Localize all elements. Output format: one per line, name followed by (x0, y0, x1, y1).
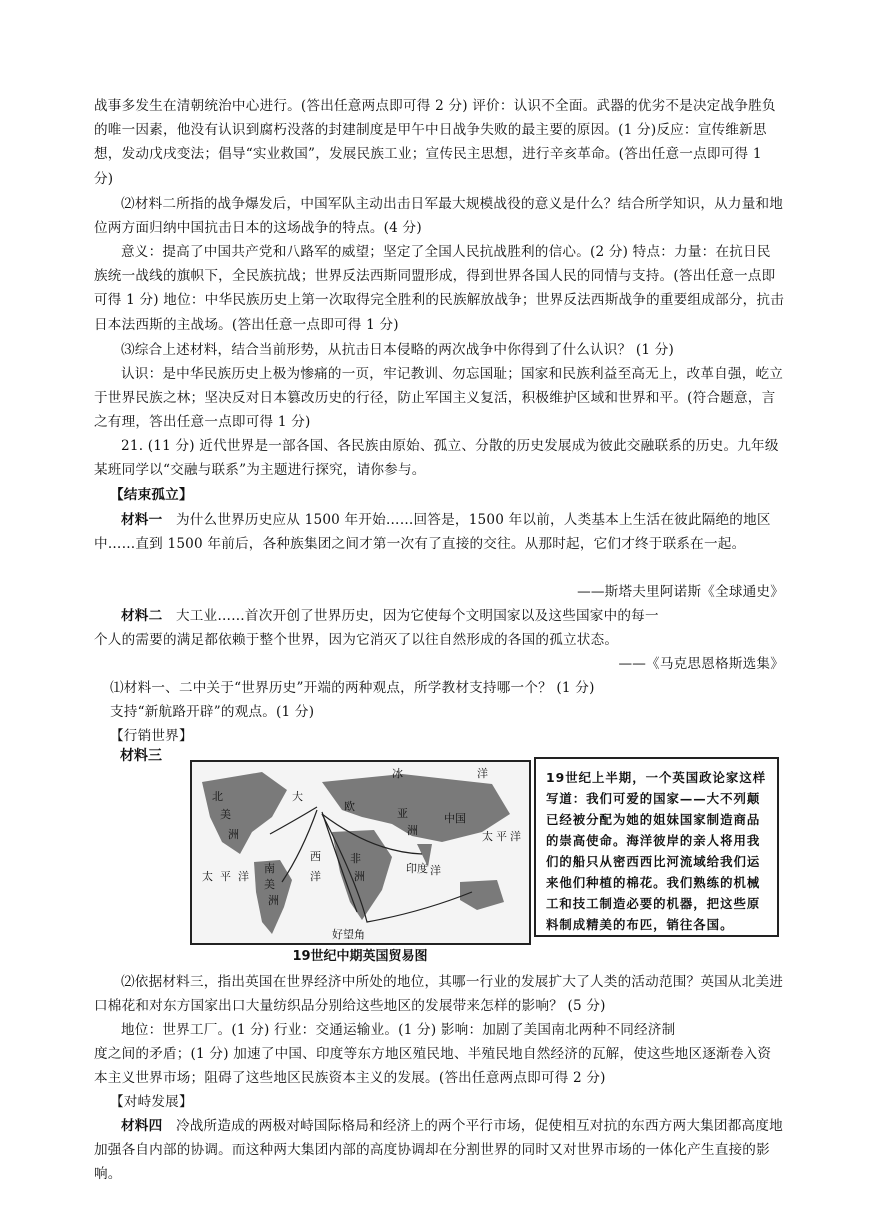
map-label-continent-2: 洲 (407, 824, 418, 837)
material-3-label: 材料三 (120, 748, 162, 764)
map-label-continent-1: 洲 (228, 828, 239, 841)
map-label-india: 印度 (406, 862, 428, 875)
map-label-yang: 洋 (238, 870, 249, 883)
material-4-text: 冷战所造成的两极对峙国际格局和经济上的两个平行市场，促使相互对抗的东西方两大集团都高度地加强各自内部的协调。而这种两大集团内部的高度协调却在分割世界的同时又对世界市场的一体化产生直接的影响。 (94, 1118, 783, 1183)
map-label-continent-4: 洲 (268, 894, 279, 907)
material-2 (94, 604, 784, 628)
question-21-2: ⑵依据材料三，指出英国在世界经济中所处的地位，其哪一行业的发展扩大了人类的活动范围？英国从北美进口棉花和对东方国家出口大量纺织品分别给这些地区的发展带来怎样的影响？ (5 分) (94, 974, 784, 1015)
question-21-1: ⑴材料一、二中关于“世界历史”开端的两种观点，所学教材支持哪一个？ (1 分) (110, 680, 595, 696)
map-label-xi: 西 (310, 850, 321, 863)
material-1-source: ——斯塔夫里阿诺斯《全球通史》 (577, 584, 784, 600)
map-label-ocean-3: 洋 (477, 767, 488, 780)
map-caption: 19世纪中期英国贸易图 (292, 949, 428, 964)
answer-3: 认识：是中华民族历史上极为惨痛的一页，牢记教训、勿忘国耻；国家和民族利益至高无上，改革自强，屹立于世界民族之林；坚决反对日本篡改历史的行径，防止军国主义复活，积极维护区域和世界和平。(符合题意，言之有理，答出任意一点即可得 1 分) (94, 366, 784, 431)
answer-2: 意义：提高了中国共产党和八路军的威望；坚定了全国人民抗战胜利的信心。(2 分) 特点：力量：在抗日民族统一战线的旗帜下，全民族抗战；世界反法西斯同盟形成，得到世界各国人民的同情与支持。(答出任意一点即可得 1 分) 地位：中华民族历史上第一次取得完全胜利的民族解放战争；世界反法西斯战争的重要组成部分，抗击日本法西斯的主战场。(答出任意一点即可得 1 分) (94, 244, 785, 333)
material-3-quote: 19世纪上半期，一个英国政论家这样写道：我们可爱的国家——大不列颠已经被分配为她的姐妹国家制造商品的崇高使命。海洋彼岸的亲人将用我们的船只从密西西比河流域给我们运来他们种植的棉花。我们熟练的机械工和技工制造必要的机器，把这些原料制成精美的布匹，销往各国。 (534, 757, 779, 937)
map-label-continent-3: 洲 (354, 870, 365, 883)
map-label-south: 南 (264, 862, 275, 875)
question-21-intro: 21. (11 分) 近代世界是一部各国、各民族由原始、孤立、分散的历史发展成为彼此交融联系的历史。九年级某班同学以“交融与联系”为主题进行探究，请你参与。 (94, 438, 779, 479)
map-label-ocean-1: 洋 (310, 870, 321, 883)
map-label-ping-2: 平 (496, 830, 507, 843)
material-2-cont: 个人的需要的满足都依赖于整个世界，因为它消灭了以往自然形成的各国的孤立状态。 (94, 632, 619, 648)
section-heading-market: 【行销世界】 (110, 728, 193, 744)
map-label-tai-2: 太 (482, 830, 493, 843)
answer-21-2: 地位：世界工厂。(1 分) 行业：交通运输业。(1 分) 影响：加剧了美国南北两种不同经济制 (121, 1022, 676, 1038)
material-1-text: 为什么世界历史应从 1500 年开始……回答是，1500 年以前，人类基本上生活在彼此隔绝的地区中……直到 1500 年前后，各种族集团之间才第一次有了直接的交往。从那时起，它们才终于联系在一起。 (94, 512, 771, 553)
material-4 (94, 1114, 784, 1187)
question-3: ⑶综合上述材料，结合当前形势，从抗击日本侵略的两次战争中你得到了什么认识？ (1 分) (121, 342, 675, 358)
map-label-africa: 非 (350, 852, 361, 865)
map-label-ice: 冰 (392, 767, 403, 780)
map-label-cape: 好望角 (332, 928, 365, 941)
map-label-america-2: 美 (264, 878, 275, 891)
map-label-north: 北 (212, 790, 223, 803)
material-2-source: ——《马克思恩格斯选集》 (618, 656, 784, 672)
map-label-america-1: 美 (220, 808, 231, 821)
material-2-text: 大工业……首次开创了世界历史，因为它使每个文明国家以及这些国家中的每一 (175, 608, 659, 624)
map-label-china: 中国 (444, 812, 466, 825)
material-2-label: 材料二 (121, 608, 163, 624)
material-1-label: 材料一 (121, 512, 163, 528)
answer-paragraph-1: 战事多发生在清朝统治中心进行。(答出任意两点即可得 2 分) 评价：认识不全面。武器的优劣不是决定战争胜负的唯一因素，他没有认识到腐朽没落的封建制度是甲午中日战争失败的最主要的原因。(1 分)反应：宣传维新思想，发动戊戌变法；倡导“实业救国”，发展民族工业；宣传民主思想，进行辛亥革命。(答出任意一点即可得 1 分) (94, 98, 776, 187)
map-label-tai: 太 (202, 870, 213, 883)
material-1 (94, 508, 784, 556)
answer-21-1: 支持“新航路开辟”的观点。(1 分) (110, 704, 315, 720)
question-2: ⑵材料二所指的战争爆发后，中国军队主动出击日军最大规模战役的意义是什么？结合所学知识，从力量和地位两方面归纳中国抗击日本的这场战争的特点。(4 分) (94, 196, 784, 237)
map-label-da: 大 (292, 790, 303, 803)
trade-map (190, 760, 531, 945)
map-label-europe: 欧 (344, 800, 355, 813)
material-4-label: 材料四 (121, 1118, 163, 1134)
map-label-ping: 平 (220, 870, 231, 883)
answer-21-2-cont: 度之间的矛盾；(1 分) 加速了中国、印度等东方地区殖民地、半殖民地自然经济的瓦解，使这些地区逐渐卷入资本主义世界市场；阻碍了这些地区民族资本主义的发展。(答出任意两点即可得 2 分) (94, 1046, 772, 1087)
world-map-graphic (192, 762, 529, 943)
map-label-asia: 亚 (397, 807, 408, 820)
section-heading-confrontation: 【对峙发展】 (110, 1094, 193, 1110)
map-label-yang-2: 洋 (510, 830, 521, 843)
section-heading-isolation: 【结束孤立】 (110, 487, 193, 503)
map-label-ocean-2: 洋 (430, 864, 441, 877)
